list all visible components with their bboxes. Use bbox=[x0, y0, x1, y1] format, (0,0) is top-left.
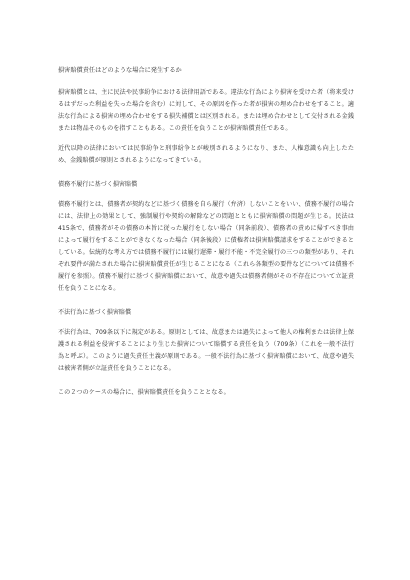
paragraph-definition: 損害賠償とは、主に民法や民事紛争における法律用語である。違法な行為により損害を受けた者（将来受けるはずだった利益を失った場合を含む）に対して、その原因を作った者が損害の埋め合わせをすること。適法な行為による損害の埋め合わせをする損失補償とは区別される。または埋め合わせとして交付される金銭または物品そのものを指すこともある。この責任を負うことが損害賠償責任である。 bbox=[58, 89, 354, 132]
section-heading-default: 債務不履行に基づく損害賠償 bbox=[58, 181, 138, 188]
paragraph-gap bbox=[58, 319, 354, 327]
paragraph-conclusion: この２つのケースの場合に、損害賠償責任を負うこととなる。 bbox=[58, 389, 230, 396]
section-heading-tort: 不法行為に基づく損害賠償 bbox=[58, 309, 132, 316]
paragraph-gap bbox=[58, 191, 354, 199]
paragraph-gap bbox=[58, 295, 354, 307]
paragraph-gap bbox=[58, 167, 354, 179]
paragraph-tort: 不法行為は、709条以下に規定がある。原則としては、故意または過失によって他人の権利または法律上保護される利益を侵害することにより生じた損害について賠償する責任を負う（709条）（これを一般不法行為と呼ぶ）。このように過失責任主義が原則である。一般不法行為に基づく損害賠償において、故意や過失は被害者側が立証責任を負うことになる。 bbox=[58, 329, 354, 372]
paragraph-gap bbox=[58, 375, 354, 387]
paragraph-modern-law: 近代以降の法律においては民事紛争と刑事紛争とが峻別されるようになり、また、人権意識も向上したため、金銭賠償が原則とされるようになってきている。 bbox=[58, 145, 354, 164]
document-title: 損害賠償責任はどのような場合に発生するか bbox=[58, 67, 182, 74]
document-page bbox=[58, 66, 354, 399]
paragraph-default: 債務不履行とは、債務者が契約などに基づく債務を自ら履行（弁済）しないことをいい、債務不履行の場合には、法律上の効果として、強制履行や契約の解除などの問題とともに損害賠償の問題が生じる。民法は415条で、債務者がその債務の本旨に従った履行をしない場合（同条前段）、債務者の責めに帰すべき事由によって履行をすることができなくなった場合（同条後段）に債権者は損害賠償請求をすることができるとしている。伝統的な考え方では債務不履行には履行遅滞・履行不能・不完全履行の三つの類型があり、それぞれ要件が満たされた場合に損害賠償責任が生じることになる（これら各類型の要件などについては債務不履行を参照）。債務不履行に基づく損害賠償において、故意や過失は債務者側がその不存在について立証責任を負うことになる。 bbox=[58, 201, 354, 292]
paragraph-gap bbox=[58, 135, 354, 143]
